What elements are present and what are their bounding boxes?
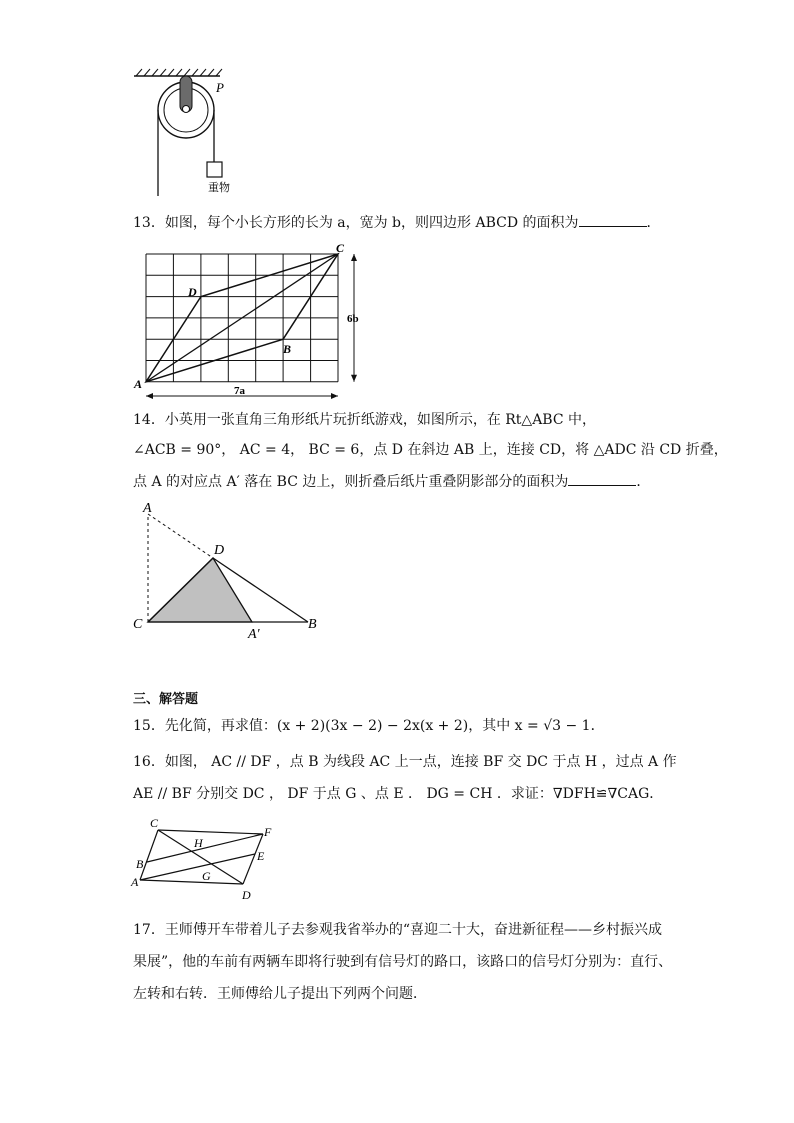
label-c: C: [150, 816, 159, 830]
width-arrow-right: [331, 393, 338, 399]
pulley-axle: [183, 106, 190, 113]
pulley-figure: [128, 64, 238, 200]
label-e: E: [257, 849, 265, 863]
q17-line2: 果展”，他的车前有两辆车即将行驶到有信号灯的路口，该路口的信号灯分别为：直行、: [133, 954, 673, 970]
width-label: 7a: [234, 385, 245, 397]
q13-question: [133, 212, 661, 233]
label-a-prime: A′: [248, 627, 260, 642]
ceiling-hatch: [136, 69, 222, 76]
height-arrow-top: [351, 254, 357, 261]
q16-line2: AE // BF 分别交 DC ， DF 于点 G 、点 E ． DG = CH ．求证：∇DFH≌∇CAG．: [133, 786, 664, 802]
q14-answer-blank[interactable]: [568, 471, 636, 486]
overlap-shade: [148, 558, 252, 622]
label-c: C: [133, 617, 143, 632]
q14-line3-text: 点 A 的对应点 A′ 落在 BC 边上，则折叠后纸片重叠阴影部分的面积为: [133, 474, 569, 490]
label-c: C: [336, 241, 345, 255]
height-arrow-bottom: [351, 375, 357, 382]
label-f: F: [264, 825, 272, 839]
line-ac: [140, 830, 158, 880]
width-arrow-left: [146, 393, 153, 399]
label-h: H: [194, 836, 203, 850]
line-cf: [158, 830, 263, 834]
height-label: 6b: [347, 313, 359, 325]
label-d: D: [214, 543, 225, 558]
label-b: B: [136, 857, 144, 871]
q16-figure: [128, 814, 288, 904]
q14-line2: ∠ACB = 90°， AC = 4， BC = 6，点 D 在斜边 AB 上，连接 CD，将 △ADC 沿 CD 折叠，: [133, 442, 728, 458]
label-a: A: [134, 377, 143, 391]
dashed-ad: [148, 514, 213, 558]
weight-box: [207, 162, 222, 177]
q14-line3: [133, 471, 650, 492]
q14-triangle-figure: [128, 496, 328, 646]
line-ad: [140, 880, 243, 884]
label-p: P: [216, 80, 224, 95]
label-b: B: [308, 617, 317, 632]
q13-answer-blank[interactable]: [579, 212, 647, 227]
label-g: G: [202, 869, 211, 883]
label-a: A: [143, 501, 152, 516]
label-d: D: [188, 285, 197, 299]
q13-grid-figure: [128, 240, 368, 405]
line-bf: [147, 834, 263, 862]
label-a: A: [131, 875, 139, 889]
q14-line1: 14．小英用一张直角三角形纸片玩折纸游戏，如图所示，在 Rt△ABC 中，: [133, 412, 597, 428]
line-ae: [140, 854, 255, 880]
q13-end: ．: [646, 215, 661, 231]
q17-line3: 左转和右转．王师傅给儿子提出下列两个问题．: [133, 986, 427, 1002]
label-weight: 重物: [208, 181, 230, 194]
q15-question: 15．先化简，再求值：(x + 2)(3x − 2) − 2x(x + 2)，其中 x = √3 − 1．: [133, 718, 605, 734]
q14-end: ．: [636, 474, 651, 490]
label-d: D: [242, 888, 251, 902]
section-heading: 三、解答题: [133, 692, 199, 707]
q16-line1: 16．如图， AC // DF ，点 B 为线段 AC 上一点，连接 BF 交 DC 于点 H ，过点 A 作: [133, 754, 677, 770]
q17-line1: 17．王师傅开车带着儿子去参观我省举办的“喜迎二十大，奋进新征程——乡村振兴成: [133, 922, 662, 938]
q13-text: 13．如图，每个小长方形的长为 a，宽为 b，则四边形 ABCD 的面积为: [133, 215, 579, 231]
label-b: B: [283, 342, 292, 356]
